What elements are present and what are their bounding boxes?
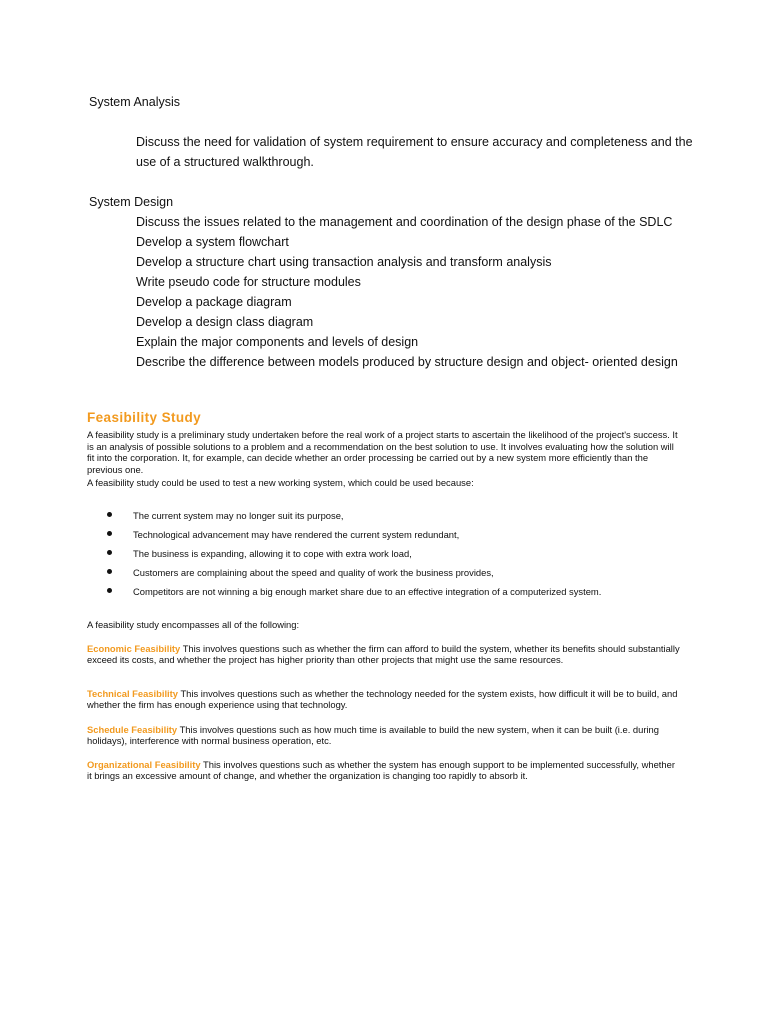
schedule-feasibility-label: Schedule Feasibility	[87, 724, 178, 735]
list-item	[107, 510, 687, 529]
system-design-item: Develop a package diagram	[136, 295, 292, 309]
system-design-item: Write pseudo code for structure modules	[136, 275, 361, 289]
reasons-list	[107, 510, 687, 605]
feasibility-intro: A feasibility study is a preliminary study undertaken before the real work of a project starts to ascertain the likelihood of the project's success. It is an analysis of possible solutions to a problem and a recommendation on the best solution to use. It involves evaluating how the solution will fit into the corporation. It, for example, can decide whether an order processing be carried out by a new system more efficiently than the previous one.	[87, 429, 678, 475]
list-item-text: The business is expanding, allowing it to cope with extra work load,	[133, 548, 412, 559]
list-item	[107, 529, 687, 548]
feasibility-encompasses: A feasibility study encompasses all of the following:	[87, 619, 300, 630]
schedule-feasibility-paragraph	[87, 724, 681, 747]
list-item-text: Customers are complaining about the speed and quality of work the business provides,	[133, 567, 494, 578]
list-item-text: The current system may no longer suit its purpose,	[133, 510, 344, 521]
technical-feasibility-text: This involves questions such as whether the technology needed for the system exists, how difficult it will be to build, and whether the firm has enough experience using that technology.	[87, 688, 678, 711]
system-design-item: Describe the difference between models produced by structure design and object- oriented design	[136, 355, 678, 369]
system-design-item: Develop a system flowchart	[136, 235, 289, 249]
feasibility-study-title: Feasibility Study	[87, 410, 202, 425]
system-analysis-text: Discuss the need for validation of system requirement to ensure accuracy and completeness and the use of a structured walkthrough.	[136, 135, 693, 169]
system-design-item: Discuss the issues related to the management and coordination of the design phase of the SDLC	[136, 215, 673, 229]
schedule-feasibility-text: This involves questions such as how much time is available to build the new system, when it can be built (i.e. during holidays), interference with normal business operation, etc.	[87, 724, 659, 747]
economic-feasibility-label: Economic Feasibility	[87, 643, 181, 654]
system-design-heading: System Design	[89, 195, 174, 209]
technical-feasibility-label: Technical Feasibility	[87, 688, 179, 699]
system-design-item: Develop a design class diagram	[136, 315, 314, 329]
bullet-icon	[107, 569, 112, 574]
system-design-item: Explain the major components and levels of design	[136, 335, 419, 349]
bullet-icon	[107, 588, 112, 593]
list-item-text: Technological advancement may have rendered the current system redundant,	[133, 529, 460, 540]
list-item	[107, 548, 687, 567]
bullet-icon	[107, 550, 112, 555]
organizational-feasibility-label: Organizational Feasibility	[87, 759, 201, 770]
economic-feasibility-paragraph	[87, 643, 681, 666]
technical-feasibility-paragraph	[87, 688, 681, 711]
organizational-feasibility-text: This involves questions such as whether the system has enough support to be implemented successfully, whether it brings an excessive amount of change, and whether the organization is changing too rapidly to absorb it.	[87, 759, 675, 782]
system-design-item: Develop a structure chart using transaction analysis and transform analysis	[136, 255, 552, 269]
bullet-icon	[107, 512, 112, 517]
system-analysis-heading: System Analysis	[89, 95, 181, 109]
feasibility-intro-2: A feasibility study could be used to test a new working system, which could be used because:	[87, 477, 474, 488]
list-item	[107, 567, 687, 586]
list-item	[107, 586, 687, 605]
organizational-feasibility-paragraph	[87, 759, 681, 782]
list-item-text: Competitors are not winning a big enough market share due to an effective integration of a computerized system.	[133, 586, 602, 597]
bullet-icon	[107, 531, 112, 536]
economic-feasibility-text: This involves questions such as whether the firm can afford to build the system, whether its benefits should substantially exceed its costs, and whether the project has higher priority than other projects that might use the same resources.	[87, 643, 680, 666]
